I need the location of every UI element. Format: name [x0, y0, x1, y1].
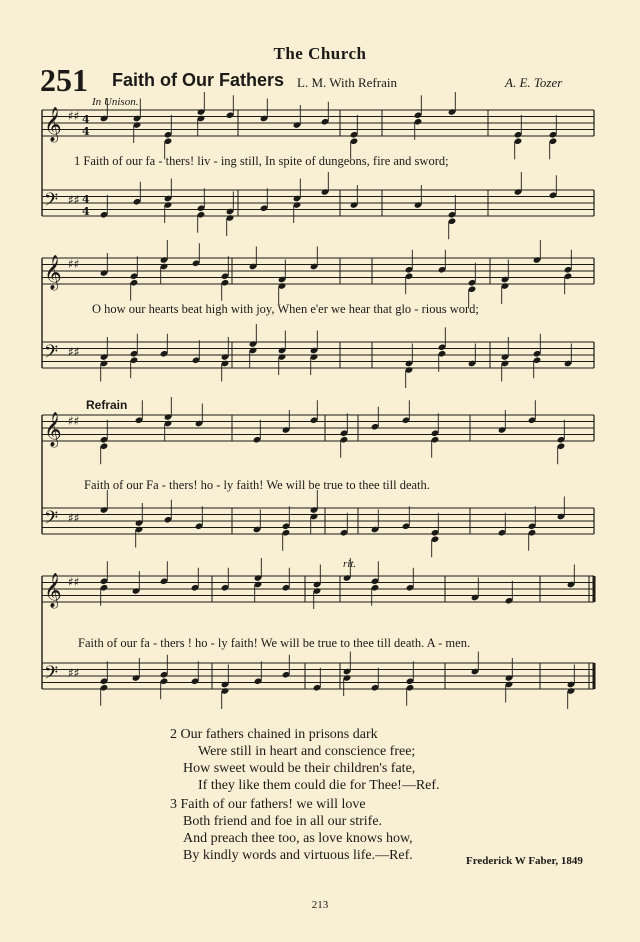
- stanza-2-line-2: Were still in heart and conscience free;: [198, 744, 416, 759]
- author-credit: Frederick W Faber, 1849: [466, 855, 583, 867]
- lyric-line-2: O how our hearts beat high with joy, When e'er we hear that glo - rious word;: [92, 302, 479, 316]
- bass-clef-icon: 𝄢: [44, 508, 59, 533]
- bass-clef-icon: 𝄢: [44, 190, 59, 215]
- direction-unison: In Unison.: [92, 96, 139, 108]
- time-signature: 4: [82, 205, 90, 218]
- key-signature-sharps: ♯♯: [68, 257, 80, 271]
- key-signature-sharps: ♯♯: [68, 414, 80, 428]
- direction-rit: rit.: [343, 558, 357, 570]
- bass-clef-icon: 𝄢: [44, 342, 59, 367]
- key-signature-sharps: ♯♯: [68, 193, 80, 207]
- stanza-2-line-3: How sweet would be their children's fate,: [183, 761, 416, 776]
- key-signature-sharps: ♯♯: [68, 345, 80, 359]
- bass-clef-icon: 𝄢: [44, 663, 59, 688]
- key-signature-sharps: ♯♯: [68, 511, 80, 525]
- key-signature-sharps: ♯♯: [68, 109, 80, 123]
- stanza-2: [170, 726, 440, 794]
- lyric-line-4: Faith of our fa - thers ! ho - ly faith! We will be true to thee till death. A - men.: [78, 636, 471, 650]
- stanza-3-line-4: By kindly words and virtuous life.—Ref.: [183, 848, 413, 863]
- stanza-2-line-1: 2 Our fathers chained in prisons dark: [170, 727, 378, 742]
- hymn-title: Faith of Our Fathers: [112, 70, 285, 90]
- treble-clef-icon: 𝄞: [44, 255, 62, 290]
- key-signature-sharps: ♯♯: [68, 575, 80, 589]
- time-signature: 4: [82, 193, 90, 206]
- treble-clef-icon: 𝄞: [44, 412, 62, 447]
- section-header: The Church: [273, 44, 367, 63]
- lyric-line-3: Faith of our Fa - thers! ho - ly faith! We will be true to thee till death.: [84, 478, 430, 492]
- composer-credit: A. E. Tozer: [505, 75, 563, 90]
- hymn-number: 251: [40, 62, 88, 98]
- stanza-3: [170, 796, 413, 864]
- meter-label: L. M. With Refrain: [297, 75, 397, 90]
- key-signature-sharps: ♯♯: [68, 666, 80, 680]
- lyric-line-1: 1 Faith of our fa - thers! liv - ing still, In spite of dungeons, fire and sword;: [74, 154, 449, 168]
- page-number: 213: [311, 899, 329, 911]
- refrain-label: Refrain: [86, 398, 128, 412]
- treble-clef-icon: 𝄞: [44, 573, 62, 608]
- time-signature: 4: [82, 125, 90, 138]
- time-signature: 4: [82, 113, 90, 126]
- stanza-3-line-2: Both friend and foe in all our strife.: [183, 814, 383, 829]
- treble-clef-icon: 𝄞: [44, 107, 62, 142]
- stanza-2-line-4: If they like them could die for Thee!—Ref.: [198, 778, 440, 793]
- stanza-3-line-1: 3 Faith of our fathers! we will love: [170, 797, 366, 812]
- stanza-3-line-3: And preach thee too, as love knows how,: [183, 831, 413, 846]
